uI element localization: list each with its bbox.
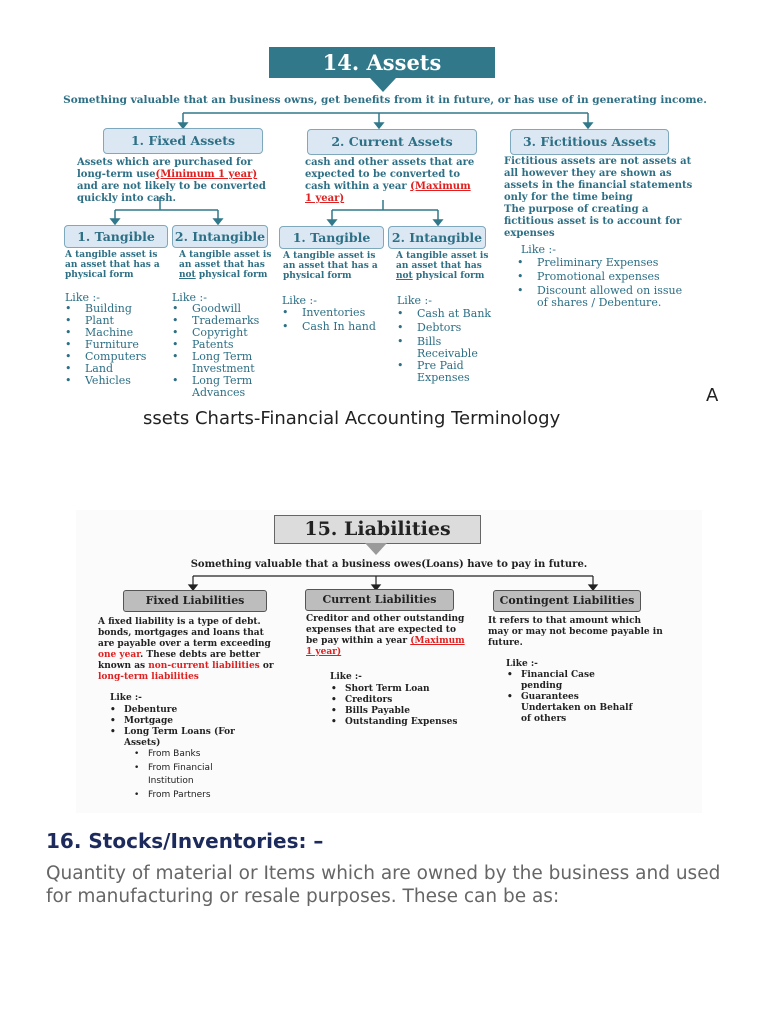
fixed-assets-description: Assets which are purchased for long-term use(Minimum 1 year) and are not likely to be converted quickly into cash. [77,157,266,204]
list-item: • Promotional expenses [515,271,685,283]
list-item: • Goodwill [170,303,280,315]
list-item: • Land [63,363,173,375]
fixed-tangible-like: Like :- [65,291,100,304]
list-item: • Long Term Investment [170,351,280,375]
list-item: • From Partners [134,789,244,803]
list-item: • Furniture [63,339,173,351]
fixed-tangible-box: 1. Tangible [64,225,168,248]
section-16-body: Quantity of material or Items which are owned by the business and used for manufacturing or resale purposes. These can be as: [46,863,721,907]
list-item: • Outstanding Expenses [331,717,461,728]
connector-arrowhead [111,219,119,224]
list-item: • Preliminary Expenses [515,257,685,269]
fictitious-assets-purpose: The purpose of creating a fictitious asset is to account for expenses [504,204,682,239]
list-item: • Long Term Advances [170,375,280,399]
current-assets-box: 2. Current Assets [307,129,477,155]
list-item: • Machine [63,327,173,339]
fixed-tangible-description: A tangible asset is an asset that has a physical form [65,250,160,280]
assets-title-arrow [370,78,396,92]
list-item: • Plant [63,315,173,327]
current-liabilities-list [331,684,461,728]
current-tangible-box: 1. Tangible [279,226,384,249]
fixed-intangible-box: 2. Intangible [172,225,268,248]
list-item: • Guarantees Undertaken on Behalf of others [507,692,637,725]
liabilities-definition: Something valuable that a business owes(Loans) have to pay in future. [190,559,588,570]
current-tangible-description: A tangible asset is an asset that has a physical form [283,251,378,281]
current-intangible-description: A tangible asset is an asset that has not physical form [396,251,489,281]
list-item: • Copyright [170,327,280,339]
list-item: • Inventories [280,307,390,319]
list-item: • Long Term Loans (For Assets) [110,727,260,749]
contingent-liabilities-description: It refers to that amount which may or may not become payable in future. [488,616,663,648]
assets-definition: Something valuable that an business owns, get benefits from it in future, or has use of in generating income. [63,94,707,106]
current-liabilities-like: Like :- [330,672,362,682]
list-item: • Computers [63,351,173,363]
connector-arrowhead [434,220,442,225]
contingent-liabilities-list [507,670,637,725]
current-intangible-like: Like :- [397,294,432,307]
current-tangible-list [280,307,390,333]
assets-title: 14. Assets [269,47,495,78]
list-item: • Debenture [110,705,260,716]
list-item: • From Financial Institution [134,762,244,789]
list-item: • Cash In hand [280,321,390,333]
assets-chart [40,40,730,405]
list-item: • Bills Payable [331,706,461,717]
fixed-liabilities-sublist [134,748,244,802]
fixed-liabilities-description: A fixed liability is a type of debt. bonds, mortgages and loans that are payable over a term exceeding one year. These debts are better known as non-current liabilities or long-term liabilities [98,617,274,682]
list-item: • Discount allowed on issue of shares / Debenture. [515,285,685,309]
fixed-liabilities-like: Like :- [110,693,142,703]
connector-arrowhead [214,219,222,224]
fixed-tangible-list [63,303,173,387]
connector-arrowhead [328,220,336,225]
list-item: • Trademarks [170,315,280,327]
list-item: • Short Term Loan [331,684,461,695]
liabilities-title-arrow [365,543,387,555]
connector-arrowhead [584,123,592,128]
section-16-heading: 16. Stocks/Inventories: – [46,829,324,853]
fixed-intangible-description: A tangible asset is an asset that has not physical form [179,250,272,280]
list-item: • Financial Case pending [507,670,637,692]
current-liabilities-description: Creditor and other outstanding expenses that are expected to be pay within a year (Maximum 1 year) [306,614,465,657]
caption-letter: A [706,385,719,406]
list-item: • Pre Paid Expenses [395,360,505,384]
fictitious-assets-list [515,257,685,309]
list-item: • Patents [170,339,280,351]
connector-arrowhead [375,123,383,128]
current-liabilities-box: Current Liabilities [305,589,454,611]
fixed-intangible-list [170,303,280,399]
fictitious-assets-like: Like :- [521,243,556,256]
current-intangible-box: 2. Intangible [388,226,486,249]
fixed-intangible-like: Like :- [172,291,207,304]
list-item: • Creditors [331,695,461,706]
fixed-liabilities-box: Fixed Liabilities [123,590,267,612]
list-item: • From Banks [134,748,244,762]
current-tangible-like: Like :- [282,294,317,307]
list-item: • Cash at Bank [395,308,505,320]
fixed-assets-box: 1. Fixed Assets [103,128,263,154]
chart-caption: ssets Charts-Financial Accounting Terminology [143,408,561,429]
list-item: • Vehicles [63,375,173,387]
list-item: • Building [63,303,173,315]
liabilities-title: 15. Liabilities [274,515,481,544]
contingent-liabilities-box: Contingent Liabilities [493,590,641,612]
fixed-liabilities-list [110,705,260,749]
contingent-liabilities-like: Like :- [506,659,538,669]
current-assets-description: cash and other assets that are expected to be converted to cash within a year (Maximum 1 year) [305,157,475,204]
liabilities-chart [76,510,702,813]
current-intangible-list [395,308,505,384]
fictitious-assets-box: 3. Fictitious Assets [510,129,669,155]
list-item: • Debtors [395,322,505,334]
list-item: • Bills Receivable [395,336,505,360]
list-item: • Mortgage [110,716,260,727]
fictitious-assets-description: Fictitious assets are not assets at all however they are shown as assets in the financial statements only for the time being [504,156,693,203]
